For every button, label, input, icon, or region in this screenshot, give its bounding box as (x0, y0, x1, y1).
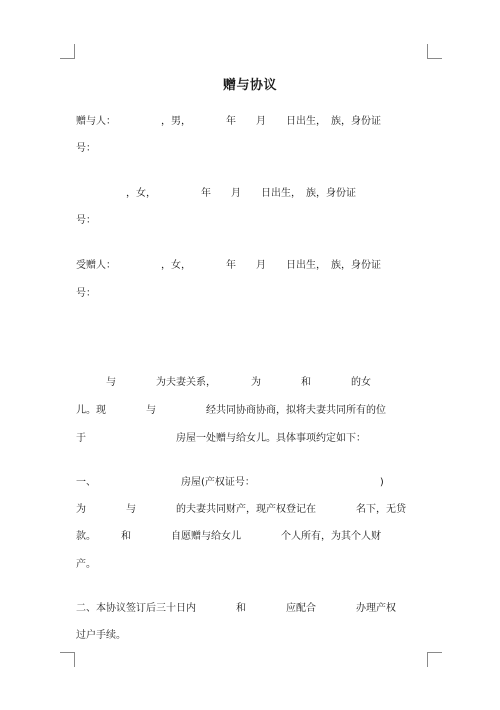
crop-mark-top-right (427, 44, 442, 59)
clause-2-line-2: 过户手续。 (76, 630, 126, 641)
document-title: 赠与协议 (222, 78, 277, 93)
crop-mark-bottom-left (60, 652, 75, 667)
spouse-line-2: 号： (76, 215, 96, 226)
donee-line-2: 号： (76, 288, 96, 299)
clause-1-line-4: 产。 (76, 559, 96, 570)
clause-1-line-2: 为 与 的夫妻共同财产，现产权登记在 名下，无贷 (76, 504, 406, 515)
crop-mark-top-left (60, 44, 75, 59)
donor-line-1: 赠与人： ，男， 年 月 日出生， 族，身份证 (76, 116, 381, 127)
clause-2-line-1: 二、本协议签订后三十日内 和 应配合 办理产权 (76, 603, 396, 614)
intro-line-3: 于 房屋一处赠与给女儿。具体事项约定如下： (76, 433, 366, 444)
clause-1-line-3: 款。 和 自愿赠与给女儿 个人所有，为其个人财 (76, 531, 381, 542)
intro-line-2: 儿。现 与 经共同协商协商，拟将夫妻共同所有的位 (76, 405, 386, 416)
donor-line-2: 号： (76, 143, 96, 154)
donee-line-1: 受赠人： ，女， 年 月 日出生， 族，身份证 (76, 260, 381, 271)
clause-1-line-1: 一、 房屋(产权证号： ) (76, 477, 384, 488)
spouse-line-1: ，女， 年 月 日出生， 族，身份证 (76, 188, 356, 199)
crop-mark-bottom-right (427, 652, 442, 667)
intro-line-1: 与 为夫妻关系， 为 和 的女 (76, 377, 371, 388)
